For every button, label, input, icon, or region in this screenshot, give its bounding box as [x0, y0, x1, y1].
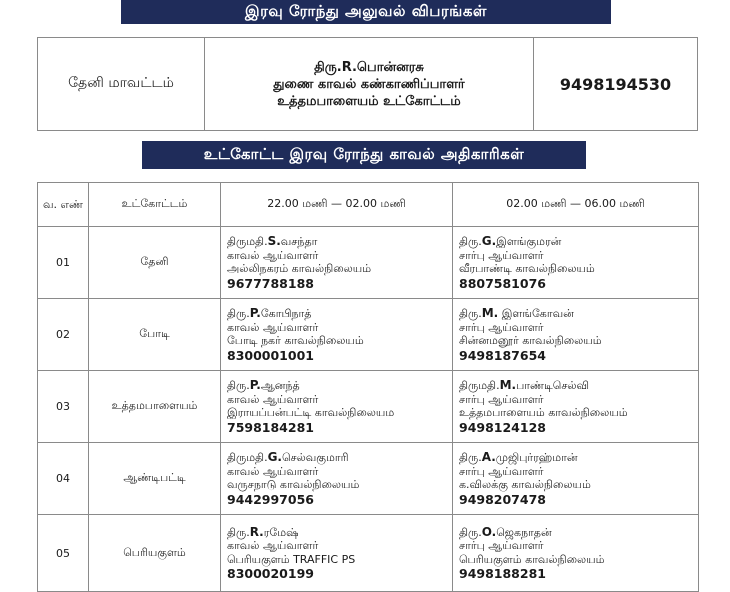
officer-rank: காவல் ஆய்வாளர்	[227, 392, 319, 406]
district-officer-row	[38, 38, 698, 131]
officer-name	[227, 526, 452, 540]
officer-card	[221, 451, 452, 506]
officer-station: போடி நகர் காவல்நிலையம்	[227, 334, 364, 347]
officer-phone: 8300020199	[227, 566, 314, 581]
officer-given-name: ரமேஷ்	[263, 525, 299, 539]
row-subdivision: போடி	[89, 299, 221, 371]
officer-rank: சார்பு ஆய்வாளர்	[459, 464, 544, 478]
officer-rank: காவல் ஆய்வாளர்	[227, 320, 319, 334]
officer-name	[459, 451, 698, 465]
shift1-officer-cell	[221, 227, 453, 299]
officer-phone: 7598184281	[227, 419, 314, 435]
officer-initial: M.	[499, 378, 517, 392]
officer-initial: R.	[249, 524, 264, 539]
officer-prefix: திருமதி.	[459, 379, 500, 392]
row-sno: 04	[38, 443, 89, 515]
officer-name	[459, 526, 698, 540]
officer-given-name: வசந்தா	[280, 235, 318, 248]
officer-rank: சார்பு ஆய்வாளர்	[459, 320, 544, 334]
row-subdivision: தேனி	[89, 227, 221, 299]
officer-phone: 8300001001	[227, 347, 314, 363]
officer-name	[459, 379, 698, 393]
row-subdivision: ஆண்டிபட்டி	[89, 443, 221, 515]
officer-prefix: திரு.	[459, 307, 482, 320]
row-subdivision: உத்தமபாளையம்	[89, 371, 221, 443]
officer-initial: A.	[481, 450, 496, 464]
officer-name	[227, 235, 452, 249]
officer-card	[453, 307, 698, 362]
dsp-name: திரு.R.பொன்னரசு	[314, 59, 424, 75]
officer-prefix: திருமதி.	[227, 235, 268, 248]
officer-card	[221, 526, 452, 581]
officer-station: பெரியகுளம் TRAFFIC PS	[227, 552, 356, 566]
officer-name	[227, 451, 452, 465]
officer-card	[453, 451, 698, 506]
officer-phone: 9498207478	[459, 491, 546, 507]
officer-rank: காவல் ஆய்வாளர்	[227, 539, 319, 552]
table-row	[38, 299, 699, 371]
officer-given-name: இளங்குமரன்	[496, 235, 562, 248]
shift2-officer-cell	[453, 299, 699, 371]
officer-initial: G.	[481, 234, 497, 248]
officer-rank: காவல் ஆய்வாளர்	[227, 248, 319, 262]
dsp-rank: துணை காவல் கண்காணிப்பாளர்	[273, 76, 465, 92]
table-row	[38, 515, 699, 592]
dsp-phone: 9498194530	[534, 38, 698, 131]
officer-station: உத்தமபாளையம் காவல்நிலையம்	[459, 406, 628, 419]
dsp-subdivision: உத்தமபாளையம் உட்கோட்டம்	[277, 93, 461, 109]
officer-initial: P.	[249, 306, 261, 320]
officer-given-name: பாண்டிசெல்வி	[516, 379, 590, 392]
officer-phone: 9442997056	[227, 491, 314, 507]
officer-prefix: திரு.	[459, 525, 482, 539]
officer-name	[459, 235, 698, 249]
officer-phone: 9498187654	[459, 347, 546, 363]
page-title-banner	[121, 0, 611, 24]
dsp-officer-cell	[205, 38, 534, 131]
row-sno: 01	[38, 227, 89, 299]
officer-initial: O.	[481, 524, 497, 539]
officer-given-name: ஆனந்த்	[260, 379, 300, 392]
officer-phone: 9677788188	[227, 275, 314, 291]
patrol-officers-table	[37, 182, 699, 592]
shift1-officer-cell	[221, 299, 453, 371]
officer-station: வருசநாடு காவல்நிலையம்	[227, 478, 360, 491]
table-row	[38, 371, 699, 443]
officer-card	[453, 526, 698, 581]
officer-initial: M.	[481, 306, 499, 320]
shift1-officer-cell	[221, 443, 453, 515]
officer-rank: சார்பு ஆய்வாளர்	[459, 539, 544, 552]
officer-prefix: திருமதி.	[227, 451, 268, 464]
row-sno: 02	[38, 299, 89, 371]
officer-station: சின்னமனூர் காவல்நிலையம்	[459, 334, 602, 347]
officer-card	[221, 307, 452, 362]
officer-card	[221, 379, 452, 434]
shift2-officer-cell	[453, 371, 699, 443]
shift1-officer-cell	[221, 371, 453, 443]
table-row	[38, 443, 699, 515]
officer-initial: G.	[267, 450, 282, 464]
shift2-officer-cell	[453, 443, 699, 515]
header-shift2: 02.00 மணி — 06.00 மணி	[453, 183, 699, 227]
row-subdivision: பெரியகுளம்	[89, 515, 221, 592]
officer-card	[221, 235, 452, 290]
shift2-officer-cell	[453, 515, 699, 592]
officer-station: இராயப்பன்பட்டி காவல்நிலையம	[227, 406, 395, 419]
officer-given-name: கோபிநாத்	[260, 307, 312, 320]
officer-prefix: திரு.	[459, 451, 482, 464]
shift1-officer-cell	[221, 515, 453, 592]
row-sno: 05	[38, 515, 89, 592]
shift2-officer-cell	[453, 227, 699, 299]
table-row	[38, 227, 699, 299]
header-shift1: 22.00 மணி — 02.00 மணி	[221, 183, 453, 227]
district-officer-table	[37, 37, 698, 131]
officer-phone: 9498188281	[459, 566, 546, 581]
header-sno: வ. எண்	[38, 183, 89, 227]
officer-given-name: ஜெகநாதன்	[496, 525, 552, 539]
page-title: இரவு ரோந்து அலுவல் விபரங்கள்	[245, 2, 487, 20]
officer-phone: 9498124128	[459, 419, 546, 435]
officer-prefix: திரு.	[459, 235, 482, 248]
row-sno: 03	[38, 371, 89, 443]
subtitle: உட்கோட்ட இரவு ரோந்து காவல் அதிகாரிகள்	[203, 145, 525, 163]
officer-given-name: இளங்கோவன்	[498, 307, 574, 320]
officer-rank: சார்பு ஆய்வாளர்	[459, 392, 544, 406]
officer-rank: காவல் ஆய்வாளர்	[227, 464, 319, 478]
officer-name	[227, 379, 452, 393]
officer-station: பெரியகுளம் காவல்நிலையம்	[459, 552, 605, 566]
officer-phone: 8807581076	[459, 275, 546, 291]
officer-station: க.விலக்கு காவல்நிலையம்	[459, 478, 591, 491]
officer-station: வீரபாண்டி காவல்நிலையம்	[459, 262, 595, 275]
header-subdivision: உட்கோட்டம்	[89, 183, 221, 227]
officer-name	[227, 307, 452, 321]
officer-station: அல்லிநகரம் காவல்நிலையம்	[227, 262, 372, 275]
officer-name	[459, 307, 698, 321]
officer-initial: P.	[249, 378, 261, 392]
district-name: தேனி மாவட்டம்	[38, 38, 205, 131]
officer-given-name: செல்வகுமாரி	[282, 451, 349, 464]
officer-given-name: முஜிபுர்ரஹ்மான்	[495, 451, 578, 464]
officer-card	[453, 235, 698, 290]
subtitle-banner	[142, 141, 586, 169]
officer-card	[453, 379, 698, 434]
officer-rank: சார்பு ஆய்வாளர்	[459, 248, 544, 262]
table-header-row	[38, 183, 699, 227]
officer-prefix: திரு.	[227, 307, 250, 320]
officer-prefix: திரு.	[227, 379, 250, 392]
officer-initial: S.	[267, 234, 281, 248]
officer-prefix: திரு.	[227, 525, 250, 539]
